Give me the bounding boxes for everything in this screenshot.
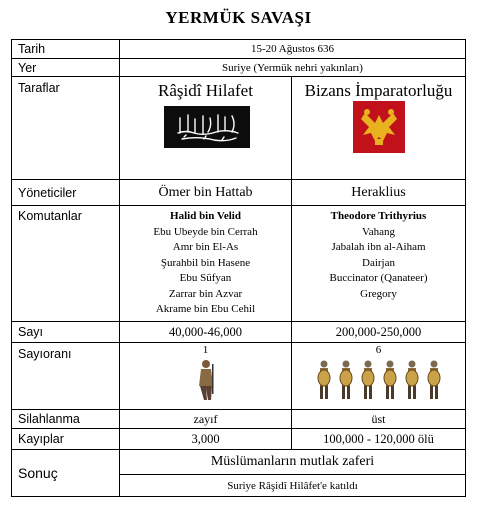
byzantine-soldier-icon [403,358,421,400]
byzantine-soldier-icon [337,358,355,400]
rashidun-ratio [120,343,292,409]
rashidun-ratio-value: 1 [202,344,209,356]
row-tarih [12,40,465,59]
byzantine-ratio-value: 6 [375,344,382,356]
byzantine-commanders [292,206,465,321]
result-detail: Suriye Râşidî Hilâfet'e katıldı [227,479,358,492]
byzantine-soldier-icon [381,358,399,400]
commander-list-item: Zarrar bin Azvar [168,287,243,300]
row-sayi [12,322,465,343]
side-rashidun [120,77,292,179]
rashidun-losses: 3,000 [120,429,292,449]
rashidun-army-size: 40,000-46,000 [120,322,292,342]
value-tarih: 15-20 Ağustos 636 [250,43,335,55]
row-silahlanma [12,410,465,429]
commander-list-item: Amr bin El-As [172,241,239,253]
row-sayioran [12,343,465,410]
commander-list-item: Ebu Ubeyde bin Cerrah [153,225,258,238]
rashidun-armament: zayıf [120,410,292,428]
byzantine-armament: üst [371,411,386,426]
commander-list-item: Halid bin Velid [170,210,241,222]
label-sayi: Sayı [12,322,120,342]
rashidun-name: Râşidî Hilafet [158,81,253,100]
byzantine-soldier-icon [359,358,377,400]
commander-list-item: Theodore Trithyrius [330,210,427,222]
rashidun-ruler: Ömer bin Hattab [120,180,292,205]
label-sonuc: Sonuç [12,450,120,496]
byzantine-ruler: Heraklius [351,184,406,200]
commander-list-item: Şurahbil bin Hasene [160,256,251,269]
label-yoneticiler: Yöneticiler [12,180,120,205]
byzantine-army-size: 200,000-250,000 [335,324,422,339]
row-sonuc [12,450,465,496]
result-main: Müslümanların mutlak zaferi [120,450,465,475]
byzantine-flag-image [353,101,405,153]
label-sayioran: Sayıoranı [12,343,120,409]
label-kayiplar: Kayıplar [12,429,120,449]
byzantine-ratio [292,343,465,409]
side-byzantine [292,77,465,179]
byzantine-losses: 100,000 - 120,000 ölü [323,431,434,446]
double-headed-eagle-icon [353,101,405,153]
commander-list-item: Gregory [360,287,397,300]
rashidun-flag-image [164,106,250,148]
commander-list-item: Dairjan [362,256,395,269]
page-title: YERMÜK SAVAŞI [165,8,312,27]
calligraphy-flag-icon [164,106,250,148]
commander-list-item: Buccinator (Qanateer) [329,272,428,284]
row-taraflar [12,77,465,180]
label-yer: Yer [12,59,120,76]
byzantine-soldiers-group [292,358,465,405]
battle-info-table [11,39,466,497]
label-tarih: Tarih [12,40,120,58]
rashidun-commanders [120,206,292,321]
row-komutanlar [12,206,465,322]
byzantine-soldier-icon [315,358,333,400]
row-yer [12,59,465,77]
label-komutanlar: Komutanlar [12,206,120,321]
arab-soldier-icon [195,358,217,402]
commander-list-item: Vahang [362,225,395,238]
label-silahlanma: Silahlanma [12,410,120,428]
row-yoneticiler [12,180,465,206]
commander-list-item: Akrame bin Ebu Cehil [155,303,256,315]
commander-list-item: Jabalah ibn al-Aiham [331,241,426,253]
byzantine-name: Bizans İmparatorluğu [304,81,453,100]
value-yer: Suriye (Yermük nehri yakınları) [222,61,363,74]
commander-list-item: Ebu Süfyan [179,272,232,284]
label-taraflar: Taraflar [12,77,120,179]
row-kayiplar [12,429,465,450]
byzantine-soldier-icon [425,358,443,400]
